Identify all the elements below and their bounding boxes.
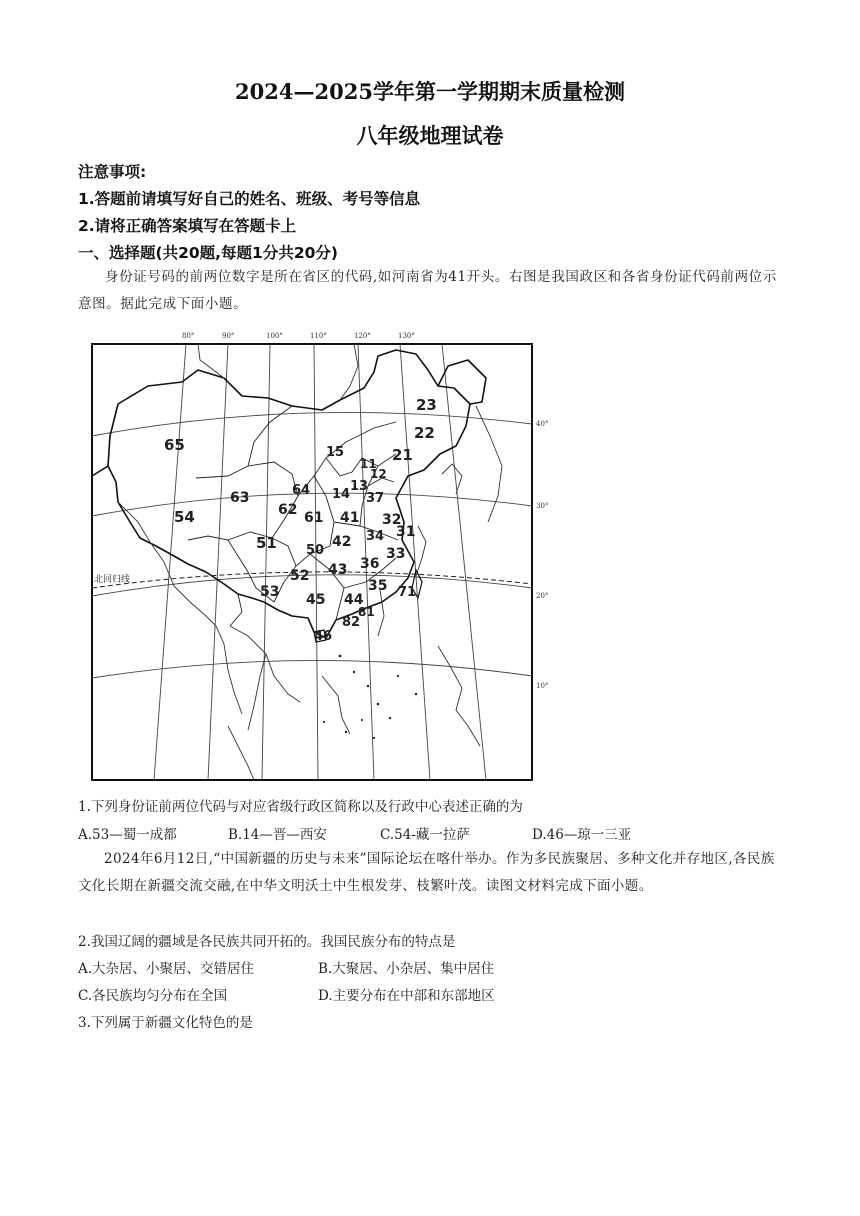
province-code: 45 <box>306 592 326 608</box>
question-1-option-c[interactable]: C.54-藏一拉萨 <box>380 827 470 843</box>
latitude-label: 10° <box>536 682 548 690</box>
province-code: 50 <box>306 543 325 558</box>
question-1-option-d[interactable]: D.46—琼一三亚 <box>532 827 632 843</box>
section-intro: 身份证号码的前两位数字是所在省区的代码,如河南省为41开头。右图是我国政区和各省身份证代码前两位示意图。据此完成下面小题。 <box>78 269 777 312</box>
province-code: 44 <box>344 592 364 608</box>
province-code: 22 <box>414 424 435 442</box>
question-2-option-b[interactable]: B.大聚居、小杂居、集中居住 <box>318 961 495 977</box>
question-1-option-b[interactable]: B.14—晋—西安 <box>228 827 327 843</box>
province-code: 34 <box>366 529 385 544</box>
neighbor-borders <box>118 344 502 780</box>
province-codes <box>164 396 437 644</box>
question-1-stem: 1.下列身份证前两位代码与对应省级行政区简称以及行政中心表述正确的为 <box>78 799 523 815</box>
question-2-intro: 2024年6月12日,“中国新疆的历史与未来”国际论坛在喀什举办。作为多民族聚居、多种文化并存地区,各民族文化长期在新疆交流交融,在中华文明沃土中生根发芽、枝繁叶茂。读图文材料完成下面小题。 <box>78 851 775 894</box>
notice-heading: 注意事项: <box>78 163 147 181</box>
province-code: 52 <box>290 568 310 584</box>
longitude-label: 80° <box>182 332 195 340</box>
longitude-label: 100° <box>266 332 283 340</box>
province-code: 53 <box>260 584 280 600</box>
province-code: 81 <box>358 605 375 619</box>
province-code: 43 <box>328 562 348 578</box>
tropic-of-cancer-label: 北回归线 <box>94 575 131 585</box>
province-code: 31 <box>396 524 416 540</box>
province-code: 12 <box>370 467 387 481</box>
section-heading: 一、选择题(共20题,每题1分共20分) <box>78 244 338 262</box>
question-2-option-d[interactable]: D.主要分布在中部和东部地区 <box>318 988 495 1004</box>
province-code: 32 <box>382 512 402 528</box>
province-code: 15 <box>326 445 345 460</box>
latitude-label: 40° <box>536 420 548 428</box>
province-code: 42 <box>332 534 352 550</box>
longitude-label: 130° <box>398 332 415 340</box>
province-code: 35 <box>368 578 388 594</box>
exam-subtitle: 八年级地理试卷 <box>356 123 504 148</box>
question-2-option-c[interactable]: C.各民族均匀分布在全国 <box>78 988 228 1004</box>
question-2-stem: 2.我国辽阔的疆域是各民族共同开拓的。我国民族分布的特点是 <box>78 934 456 950</box>
province-code: 51 <box>256 534 277 552</box>
longitude-label: 110° <box>310 332 327 340</box>
province-code: 37 <box>366 491 385 506</box>
longitude-label: 120° <box>354 332 371 340</box>
latitude-label: 20° <box>536 592 548 600</box>
province-code: 23 <box>416 396 437 414</box>
question-3-stem: 3.下列属于新疆文化特色的是 <box>78 1015 253 1031</box>
question-2-option-a[interactable]: A.大杂居、小聚居、交错居住 <box>78 961 255 977</box>
province-code: 62 <box>278 502 298 518</box>
china-province-code-map <box>78 326 548 786</box>
notice-item-2: 2.请将正确答案填写在答题卡上 <box>78 217 297 235</box>
province-code: 54 <box>174 508 195 526</box>
longitude-label: 90° <box>222 332 235 340</box>
exam-title: 2024—2025学年第一学期期末质量检测 <box>235 79 625 104</box>
province-code: 13 <box>350 479 369 494</box>
province-code: 64 <box>292 483 311 498</box>
province-code: 82 <box>342 615 361 630</box>
province-code: 65 <box>164 436 185 454</box>
province-code: 21 <box>392 446 413 464</box>
province-code: 14 <box>332 487 351 502</box>
province-code: 46 <box>314 629 333 644</box>
notice-item-1: 1.答题前请填写好自己的姓名、班级、考号等信息 <box>78 190 421 208</box>
province-code: 41 <box>340 510 360 526</box>
province-code: 11 <box>360 457 377 471</box>
province-code: 71 <box>398 585 417 600</box>
latitude-label: 30° <box>536 502 548 510</box>
province-code: 36 <box>360 556 380 572</box>
province-code: 63 <box>230 490 250 506</box>
question-1-option-a[interactable]: A.53—蜀一成都 <box>78 827 177 843</box>
province-code: 33 <box>386 546 406 562</box>
province-code: 61 <box>304 510 324 526</box>
